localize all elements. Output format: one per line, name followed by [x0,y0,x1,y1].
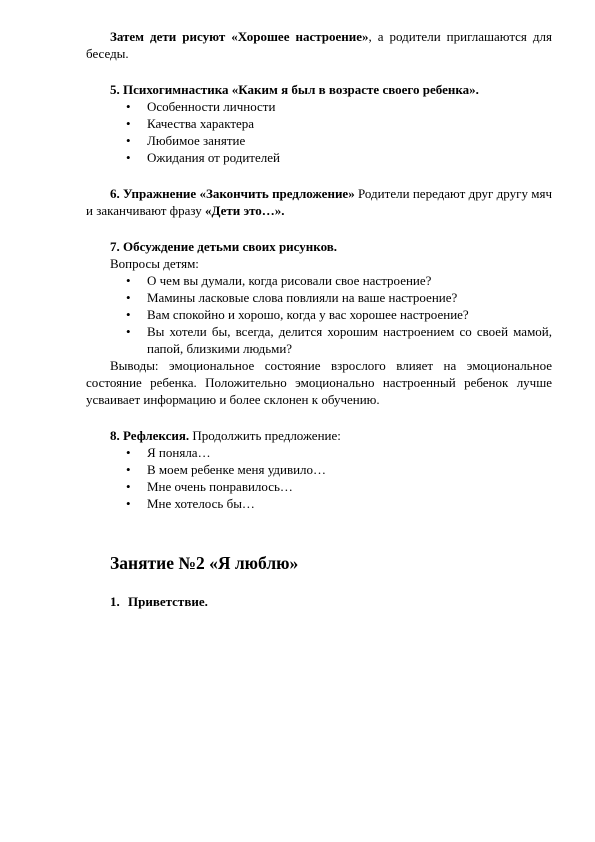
intro-paragraph [86,28,552,62]
list-item: • Мне очень понравилось… [86,478,552,495]
intro-rest: , а родители приглашаются для беседы. [86,29,552,61]
section-6-paragraph: 6. Упражнение «Закончить предложение» Родители передают друг другу мяч и заканчивают фразу «Дети это…». [86,186,552,218]
section-6-heading: 6. Упражнение «Закончить предложение» [110,186,355,201]
list-item: • Я поняла… [86,444,552,461]
document-page [86,28,552,610]
section-5-heading: 5. Психогимнастика «Каким я был в возрасте своего ребенка». [110,82,479,97]
list-item: • Качества характера [86,115,552,132]
questions-label: Вопросы детям: [110,256,199,271]
lesson-2-item-1: 1. Приветствие. [110,594,208,609]
section-5-list [86,98,552,166]
conclusion-paragraph: Выводы: эмоциональное состояние взрослого влияет на эмоциональное состояние ребенка. Положительно эмоционально настроенный ребенок лучше усваивает информацию и более склонен к обучению. [86,358,552,407]
intro-bold: Затем дети рисуют «Хорошее настроение» [110,29,369,44]
list-item: • В моем ребенке меня удивило… [86,461,552,478]
list-item: • Вам спокойно и хорошо, когда у вас хорошее настроение? [86,306,552,323]
list-item: • Особенности личности [86,98,552,115]
section-7-list [86,272,552,357]
list-item: • Ожидания от родителей [86,149,552,166]
section-7-heading: 7. Обсуждение детьми своих рисунков. [110,239,338,254]
list-item: • Мамины ласковые слова повлияли на ваше настроение? [86,289,552,306]
list-item: • О чем вы думали, когда рисовали свое настроение? [86,272,552,289]
list-item: • Любимое занятие [86,132,552,149]
lesson-2-title: Занятие №2 «Я люблю» [110,553,299,573]
list-item: • Мне хотелось бы… [86,495,552,512]
list-item: • Вы хотели бы, всегда, делится хорошим настроением со своей мамой, папой, близкими людьми? [86,323,552,357]
section-8-heading: 8. Рефлексия. Продолжить предложение: [110,428,341,443]
section-8-list [86,444,552,512]
